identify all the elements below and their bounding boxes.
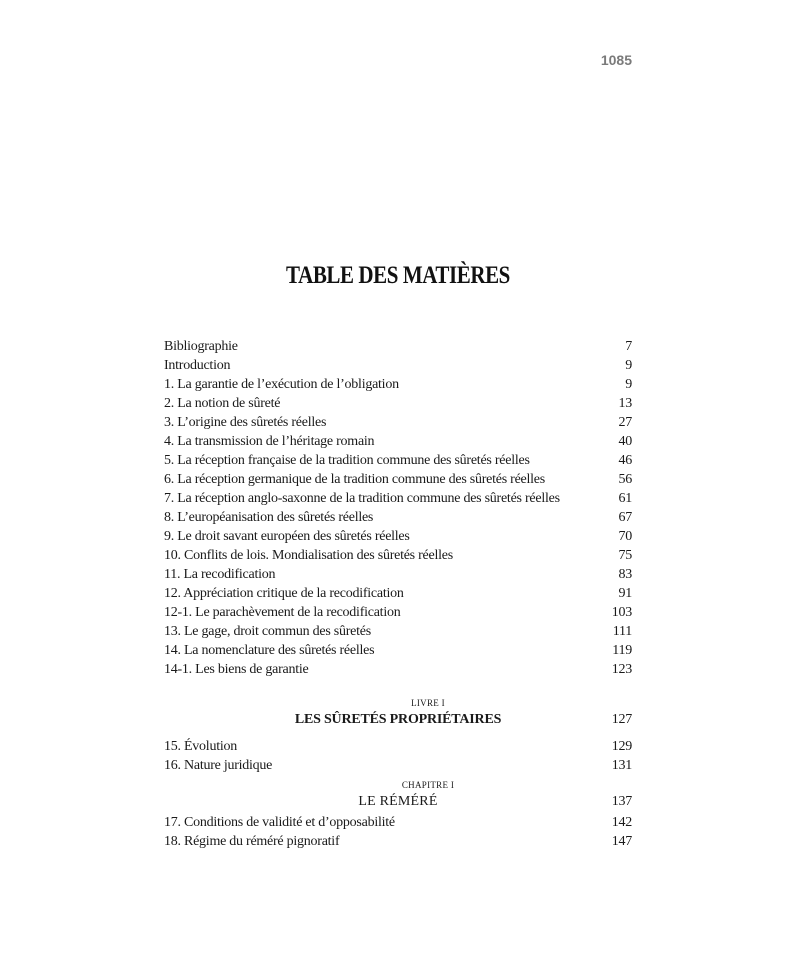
toc-entry-label: 1. La garantie de l’exécution de l’obligation [164, 377, 399, 392]
toc-entry[interactable] [164, 470, 632, 489]
toc-entry[interactable] [164, 565, 632, 584]
toc-entry-page: 13 [618, 396, 632, 411]
toc-entry-page: 27 [618, 415, 632, 430]
toc-entry[interactable] [164, 527, 632, 546]
toc-entry-label: 9. Le droit savant européen des sûretés réelles [164, 529, 410, 544]
toc-entry-page: 83 [618, 567, 632, 582]
toc-entry-label: 4. La transmission de l’héritage romain [164, 434, 375, 449]
toc-entry-page: 56 [618, 472, 632, 487]
toc-entry-label: 17. Conditions de validité et d’opposabilité [164, 815, 395, 830]
toc-entry-label: 7. La réception anglo-saxonne de la tradition commune des sûretés réelles [164, 491, 560, 506]
chapitre-label: CHAPITRE I [401, 780, 455, 790]
toc-entry-page: 75 [618, 548, 632, 563]
toc-entry[interactable] [164, 660, 632, 679]
toc-entry[interactable] [164, 337, 632, 356]
toc-entry[interactable] [164, 356, 632, 375]
toc-entry-label: 3. L’origine des sûretés réelles [164, 415, 327, 430]
toc-entry-page: 40 [618, 434, 632, 449]
front-entries [164, 337, 632, 679]
toc-entry-page: 9 [625, 377, 632, 392]
toc-entry-label: 10. Conflits de lois. Mondialisation des sûretés réelles [164, 548, 453, 563]
toc-entry-label: 18. Régime du réméré pignoratif [164, 834, 340, 849]
toc-entry-page: 123 [611, 662, 632, 677]
table-of-contents [164, 337, 632, 851]
chapitre-page: 137 [611, 794, 632, 809]
toc-entry[interactable] [164, 508, 632, 527]
livre-title: LES SÛRETÉS PROPRIÉTAIRES [294, 712, 502, 727]
toc-entry-label: 2. La notion de sûreté [164, 396, 281, 411]
toc-entry[interactable] [164, 641, 632, 660]
toc-entry-label: Introduction [164, 358, 231, 373]
toc-entry-page: 119 [612, 643, 632, 658]
toc-entry[interactable] [164, 489, 632, 508]
toc-entry-page: 111 [612, 624, 632, 639]
toc-entry-label: 5. La réception française de la tradition commune des sûretés réelles [164, 453, 530, 468]
toc-entry[interactable] [164, 832, 632, 851]
toc-entry[interactable] [164, 432, 632, 451]
chapitre-title: LE RÉMÉRÉ [358, 794, 438, 809]
toc-entry-page: 142 [611, 815, 632, 830]
toc-entry-label: 16. Nature juridique [164, 758, 273, 773]
livre-label: LIVRE I [411, 698, 445, 708]
livre-page: 127 [611, 712, 632, 727]
toc-entry[interactable] [164, 413, 632, 432]
toc-entry-label: 6. La réception germanique de la tradition commune des sûretés réelles [164, 472, 545, 487]
toc-entry-page: 103 [611, 605, 632, 620]
livre-heading[interactable] [164, 709, 632, 731]
toc-entry[interactable] [164, 756, 632, 775]
toc-title: TABLE DES MATIÈRES [286, 262, 510, 289]
toc-entry-label: 15. Évolution [164, 739, 237, 754]
toc-entry-label: 14-1. Les biens de garantie [164, 662, 309, 677]
toc-entry-label: 13. Le gage, droit commun des sûretés [164, 624, 371, 639]
toc-entry[interactable] [164, 813, 632, 832]
toc-entry-page: 67 [618, 510, 632, 525]
chapitre-entries [164, 813, 632, 851]
toc-entry[interactable] [164, 546, 632, 565]
toc-entry-label: Bibliographie [164, 339, 238, 354]
toc-entry[interactable] [164, 451, 632, 470]
livre-entries [164, 737, 632, 775]
toc-entry[interactable] [164, 375, 632, 394]
toc-entry-label: 8. L’européanisation des sûretés réelles [164, 510, 374, 525]
toc-entry-label: 14. La nomenclature des sûretés réelles [164, 643, 375, 658]
toc-entry-page: 147 [611, 834, 632, 849]
toc-entry-page: 131 [611, 758, 632, 773]
toc-entry-page: 70 [618, 529, 632, 544]
toc-entry-page: 9 [625, 358, 632, 373]
toc-entry[interactable] [164, 737, 632, 756]
toc-entry-label: 12. Appréciation critique de la recodification [164, 586, 404, 601]
toc-entry-label: 12-1. Le parachèvement de la recodification [164, 605, 401, 620]
toc-entry[interactable] [164, 603, 632, 622]
toc-entry-page: 129 [611, 739, 632, 754]
toc-entry-page: 91 [618, 586, 632, 601]
page-number: 1085 [600, 52, 632, 68]
toc-entry[interactable] [164, 584, 632, 603]
toc-entry[interactable] [164, 622, 632, 641]
toc-entry-label: 11. La recodification [164, 567, 276, 582]
toc-entry-page: 61 [618, 491, 632, 506]
toc-entry[interactable] [164, 394, 632, 413]
toc-entry-page: 7 [625, 339, 632, 354]
toc-entry-page: 46 [618, 453, 632, 468]
chapitre-heading[interactable] [164, 791, 632, 813]
